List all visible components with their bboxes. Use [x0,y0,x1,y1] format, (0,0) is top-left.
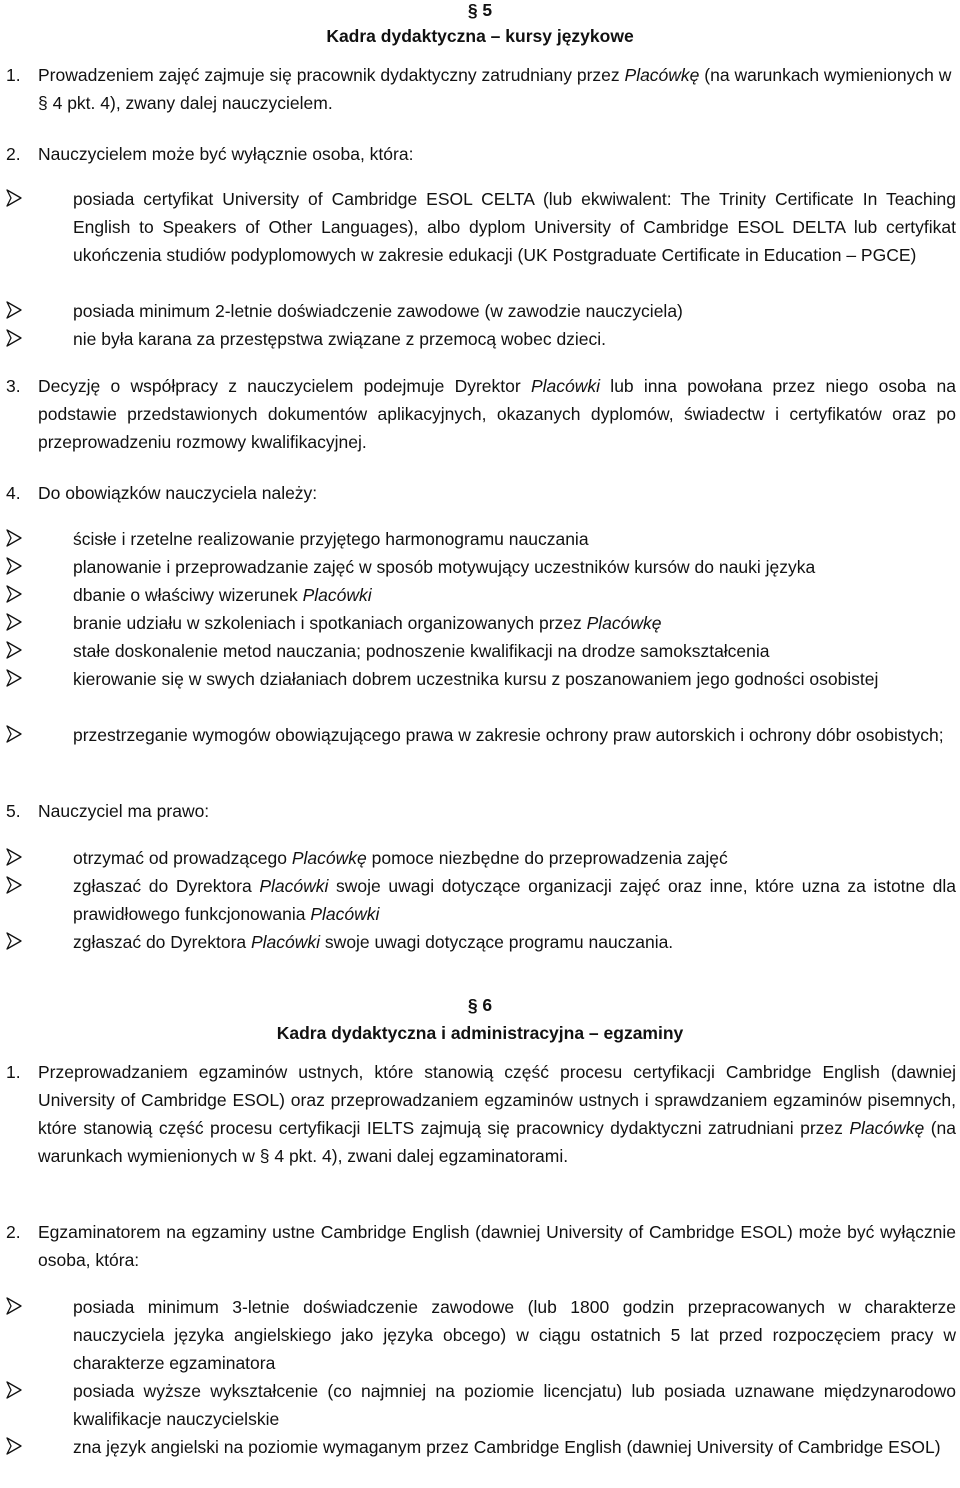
bullet-text: posiada minimum 3-letnie doświadczenie zawodowe (lub 1800 godzin przepracowanych w charakterze nauczyciela języka angielskiego jako języka obcego) w ciągu ostatnich 5 lat przed rozpoczęciem pracy w charakterze egzaminatora [73,1297,956,1373]
arrow-bullet-icon [6,613,22,635]
arrow-bullet-icon [6,669,22,691]
bullet-text: dbanie o właściwy wizerunek Placówki [73,585,372,605]
bullet-text: ścisłe i rzetelne realizowanie przyjętego harmonogramu nauczania [73,529,589,549]
item-number: 1. [6,65,21,85]
item-number: 5. [6,801,21,821]
section-number: § 5 [467,0,493,20]
bullet-text: stałe doskonalenie metod nauczania; podnoszenie kwalifikacji na drodze samokształcenia [73,641,770,661]
arrow-bullet-icon [6,585,22,607]
arrow-bullet-icon [6,301,22,323]
paragraph: Do obowiązków nauczyciela należy: [38,483,318,503]
arrow-bullet-icon [6,932,22,954]
bullet-text: zna język angielski na poziomie wymaganym przez Cambridge English (dawniej University of Cambridge ESOL) [73,1437,941,1457]
bullet-text: nie była karana za przestępstwa związane z przemocą wobec dzieci. [73,329,607,349]
arrow-bullet-icon [6,848,22,870]
item-number: 1. [6,1062,21,1082]
bullet-text: zgłaszać do Dyrektora Placówki swoje uwagi dotyczące organizacji zajęć oraz inne, które uzna za istotne dla prawidłowego funkcjonowania Placówki [73,876,956,924]
arrow-bullet-icon [6,725,22,747]
item-number: 2. [6,144,21,164]
bullet-text: otrzymać od prowadzącego Placówkę pomoce niezbędne do przeprowadzenia zajęć [73,848,728,868]
bullet-text: kierowanie się w swych działaniach dobrem uczestnika kursu z poszanowaniem jego godności osobistej [73,669,879,689]
arrow-bullet-icon [6,1297,22,1319]
arrow-bullet-icon [6,189,22,211]
item-number: 4. [6,483,21,503]
arrow-bullet-icon [6,641,22,663]
item-number: 3. [6,376,21,396]
item-number: 2. [6,1222,21,1242]
paragraph: Nauczycielem może być wyłącznie osoba, która: [38,144,414,164]
arrow-bullet-icon [6,529,22,551]
arrow-bullet-icon [6,1381,22,1403]
section-number: § 6 [467,995,493,1015]
arrow-bullet-icon [6,329,22,351]
paragraph: Prowadzeniem zajęć zajmuje się pracownik dydaktyczny zatrudniany przez Placówkę (na warunkach wymienionych w § 4 pkt. 4), zwany dalej nauczycielem. [38,65,952,113]
section-title: Kadra dydaktyczna – kursy językowe [326,26,634,46]
arrow-bullet-icon [6,557,22,579]
arrow-bullet-icon [6,1437,22,1459]
bullet-text: posiada minimum 2-letnie doświadczenie zawodowe (w zawodzie nauczyciela) [73,301,683,321]
paragraph: Przeprowadzaniem egzaminów ustnych, które stanowią część procesu certyfikacji Cambridge English (dawniej University of Cambridge ESOL) oraz przeprowadzaniem egzaminów ustnych i sprawdzaniem egzaminów pisemnych, które stanowią część procesu certyfikacji IELTS zajmują się pracownicy dydaktyczni zatrudniani przez Placówkę (na warunkach wymienionych w § 4 pkt. 4), zwani dalej egzaminatorami. [38,1062,956,1166]
bullet-text: branie udziału w szkoleniach i spotkaniach organizowanych przez Placówkę [73,613,662,633]
paragraph: Egzaminatorem na egzaminy ustne Cambridge English (dawniej University of Cambridge ESOL) może być wyłącznie osoba, która: [38,1222,956,1270]
paragraph: Decyzję o współpracy z nauczycielem podejmuje Dyrektor Placówki lub inna powołana przez niego osoba na podstawie przedstawionych dokumentów aplikacyjnych, okazanych dyplomów, świadectw i certyfikatów oraz po przeprowadzeniu rozmowy kwalifikacyjnej. [38,376,956,452]
bullet-text: planowanie i przeprowadzanie zajęć w sposób motywujący uczestników kursów do nauki języka [73,557,816,577]
arrow-bullet-icon [6,876,22,898]
paragraph: Nauczyciel ma prawo: [38,801,210,821]
bullet-text: posiada certyfikat University of Cambridge ESOL CELTA (lub ekwiwalent: The Trinity Certificate In Teaching English to Speakers of Other Languages), albo dyplom University of Cambridge ESOL DELTA lub certyfikat ukończenia studiów podyplomowych w zakresie edukacji (UK Postgraduate Certificate in Education – PGCE) [73,189,956,265]
section-title: Kadra dydaktyczna i administracyjna – egzaminy [276,1023,684,1043]
bullet-text: zgłaszać do Dyrektora Placówki swoje uwagi dotyczące programu nauczania. [73,932,674,952]
bullet-text: przestrzeganie wymogów obowiązującego prawa w zakresie ochrony praw autorskich i ochrony dóbr osobistych; [73,725,944,745]
bullet-text: posiada wyższe wykształcenie (co najmniej na poziomie licencjatu) lub posiada uznawane międzynarodowo kwalifikacje nauczycielskie [73,1381,956,1429]
